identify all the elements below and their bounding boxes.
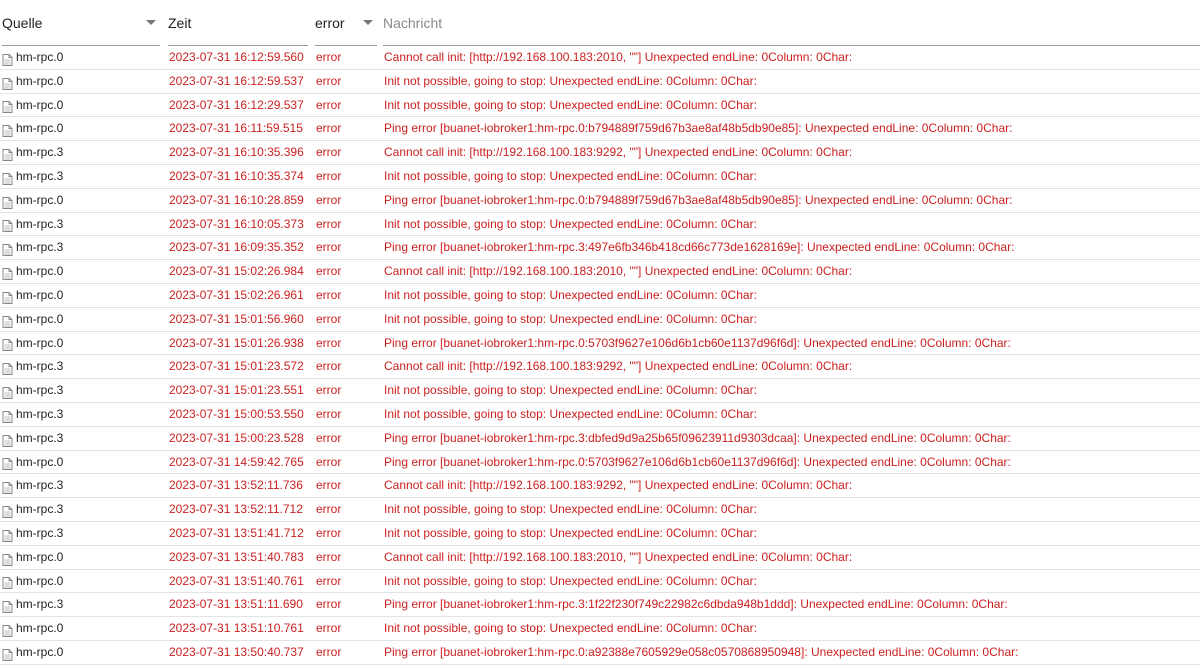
log-severity: error: [316, 73, 342, 88]
log-message: Cannot call init: [http://192.168.100.183:2010, ""] Unexpected endLine: 0Column: 0Char:: [384, 264, 853, 279]
log-table-body: [0, 46, 1200, 665]
log-severity: error: [316, 644, 342, 659]
log-row[interactable]: [0, 189, 1200, 213]
log-row[interactable]: [0, 117, 1200, 141]
log-time: 2023-07-31 13:51:10.761: [169, 621, 304, 636]
log-message: Init not possible, going to stop: Unexpected endLine: 0Column: 0Char:: [384, 97, 757, 112]
log-row[interactable]: [0, 570, 1200, 594]
log-time: 2023-07-31 16:10:35.374: [169, 168, 304, 183]
log-source-cell: [2, 308, 162, 331]
log-source: hm-rpc.0: [16, 621, 64, 636]
document-icon: [2, 265, 13, 277]
log-message: Ping error [buanet-iobroker1:hm-rpc.0:5703f9627e106d6b1cb60e1137d96f6d]: Unexpected endLine: 0Column: 0Char:: [384, 335, 1011, 350]
log-time: 2023-07-31 13:52:11.712: [169, 502, 303, 517]
log-source-cell: [2, 236, 162, 259]
log-source: hm-rpc.3: [16, 145, 64, 160]
log-severity: error: [316, 264, 342, 279]
log-time: 2023-07-31 15:01:56.960: [169, 311, 304, 326]
log-message: Ping error [buanet-iobroker1:hm-rpc.0:5703f9627e106d6b1cb60e1137d96f6d]: Unexpected endLine: 0Column: 0Char:: [384, 454, 1011, 469]
log-time: 2023-07-31 16:12:59.560: [169, 50, 304, 64]
document-icon: [2, 313, 13, 325]
log-row[interactable]: [0, 94, 1200, 118]
document-icon: [2, 98, 13, 110]
log-message: Ping error [buanet-iobroker1:hm-rpc.0:b794889f759d67b3ae8af48b5db90e85]: Unexpected endLine: 0Column: 0Char:: [384, 121, 1013, 136]
log-severity: error: [316, 168, 342, 183]
source-column-label: Quelle: [2, 14, 43, 31]
log-time: 2023-07-31 13:50:40.737: [169, 644, 304, 659]
document-icon: [2, 289, 13, 301]
log-message: Ping error [buanet-iobroker1:hm-rpc.3:dbfed9d9a25b65f09623911d9303dcaa]: Unexpected endLine: 0Column: 0Char:: [384, 430, 1011, 445]
log-source: hm-rpc.3: [16, 359, 64, 374]
log-source-cell: [2, 617, 162, 640]
document-icon: [2, 75, 13, 87]
log-severity: error: [316, 454, 342, 469]
document-icon: [2, 479, 13, 491]
document-icon: [2, 194, 13, 206]
log-row[interactable]: [0, 213, 1200, 237]
log-source: hm-rpc.3: [16, 478, 64, 493]
document-icon: [2, 527, 13, 539]
log-message: Ping error [buanet-iobroker1:hm-rpc.0:a92388e7605929e058c0570868950948]: Unexpected endLine: 0Column: 0Char:: [384, 644, 1019, 659]
log-time: 2023-07-31 16:10:28.859: [169, 192, 304, 207]
log-time: 2023-07-31 14:59:42.765: [169, 454, 304, 469]
log-message: Cannot call init: [http://192.168.100.183:9292, ""] Unexpected endLine: 0Column: 0Char:: [384, 359, 853, 374]
log-row[interactable]: [0, 141, 1200, 165]
log-source-cell: [2, 379, 162, 402]
document-icon: [2, 170, 13, 182]
log-row[interactable]: [0, 379, 1200, 403]
log-time: 2023-07-31 15:01:23.551: [169, 383, 304, 398]
log-source-cell: [2, 70, 162, 93]
log-time: 2023-07-31 13:51:40.761: [169, 573, 304, 588]
log-source: hm-rpc.0: [16, 121, 64, 136]
log-time: 2023-07-31 16:12:29.537: [169, 97, 304, 112]
log-message: Cannot call init: [http://192.168.100.183:9292, ""] Unexpected endLine: 0Column: 0Char:: [384, 145, 853, 160]
log-severity: error: [316, 50, 342, 64]
log-severity: error: [316, 97, 342, 112]
log-time: 2023-07-31 13:52:11.736: [169, 478, 303, 493]
log-source-cell: [2, 498, 162, 521]
document-icon: [2, 432, 13, 444]
log-table-header: [0, 0, 1200, 45]
log-message: Init not possible, going to stop: Unexpected endLine: 0Column: 0Char:: [384, 383, 757, 398]
log-time: 2023-07-31 16:11:59.515: [169, 121, 303, 136]
log-source-cell: [2, 593, 162, 616]
log-source-cell: [2, 284, 162, 307]
log-severity: error: [316, 478, 342, 493]
time-column-label: Zeit: [168, 14, 192, 31]
log-source: hm-rpc.3: [16, 502, 64, 517]
log-row[interactable]: [0, 522, 1200, 546]
log-row[interactable]: [0, 593, 1200, 617]
log-row[interactable]: [0, 641, 1200, 665]
log-source: hm-rpc.3: [16, 383, 64, 398]
source-filter-select[interactable]: [2, 0, 160, 46]
log-source-cell: [2, 641, 162, 664]
log-severity: error: [316, 525, 342, 540]
document-icon: [2, 146, 13, 158]
log-row[interactable]: [0, 165, 1200, 189]
log-time: 2023-07-31 16:09:35.352: [169, 240, 304, 255]
log-message: Init not possible, going to stop: Unexpected endLine: 0Column: 0Char:: [384, 287, 757, 302]
log-row[interactable]: [0, 403, 1200, 427]
log-message: Init not possible, going to stop: Unexpected endLine: 0Column: 0Char:: [384, 73, 757, 88]
log-row[interactable]: [0, 308, 1200, 332]
log-source-cell: [2, 46, 162, 69]
log-source: hm-rpc.3: [16, 430, 64, 445]
log-row[interactable]: [0, 284, 1200, 308]
log-time: 2023-07-31 15:01:26.938: [169, 335, 304, 350]
log-time: 2023-07-31 16:10:05.373: [169, 216, 304, 231]
log-severity: error: [316, 121, 342, 136]
log-row[interactable]: [0, 617, 1200, 641]
log-time: 2023-07-31 16:10:35.396: [169, 145, 304, 160]
log-severity: error: [316, 311, 342, 326]
log-row[interactable]: [0, 451, 1200, 475]
log-source: hm-rpc.0: [16, 192, 64, 207]
severity-dropdown-chevron-icon[interactable]: [363, 20, 373, 25]
message-filter-placeholder: Nachricht: [383, 14, 443, 31]
log-source: hm-rpc.0: [16, 97, 64, 112]
document-icon: [2, 551, 13, 563]
document-icon: [2, 622, 13, 634]
log-source: hm-rpc.0: [16, 287, 64, 302]
source-dropdown-chevron-icon[interactable]: [146, 20, 156, 25]
log-source-cell: [2, 94, 162, 117]
log-severity: error: [316, 192, 342, 207]
log-source-cell: [2, 141, 162, 164]
log-time: 2023-07-31 15:00:23.528: [169, 430, 304, 445]
document-icon: [2, 122, 13, 134]
document-icon: [2, 51, 13, 63]
document-icon: [2, 217, 13, 229]
log-source-cell: [2, 427, 162, 450]
log-source-cell: [2, 260, 162, 283]
log-source: hm-rpc.3: [16, 597, 64, 612]
document-icon: [2, 574, 13, 586]
log-source: hm-rpc.0: [16, 573, 64, 588]
log-message: Ping error [buanet-iobroker1:hm-rpc.0:b794889f759d67b3ae8af48b5db90e85]: Unexpected endLine: 0Column: 0Char:: [384, 192, 1013, 207]
log-source-cell: [2, 355, 162, 378]
log-message: Init not possible, going to stop: Unexpected endLine: 0Column: 0Char:: [384, 573, 757, 588]
log-message: Ping error [buanet-iobroker1:hm-rpc.3:1f22f230f749c22982c6dbda948b1ddd]: Unexpected endLine: 0Column: 0Char:: [384, 597, 1008, 612]
log-source: hm-rpc.0: [16, 549, 64, 564]
log-severity: error: [316, 573, 342, 588]
log-message: Cannot call init: [http://192.168.100.183:2010, ""] Unexpected endLine: 0Column: 0Char:: [384, 549, 853, 564]
log-time: 2023-07-31 13:51:11.690: [169, 597, 303, 612]
log-source: hm-rpc.0: [16, 311, 64, 326]
log-source: hm-rpc.0: [16, 644, 64, 659]
document-icon: [2, 336, 13, 348]
severity-filter-select[interactable]: [315, 0, 377, 46]
log-severity: error: [316, 287, 342, 302]
log-time: 2023-07-31 15:01:23.572: [169, 359, 304, 374]
document-icon: [2, 598, 13, 610]
log-message: Init not possible, going to stop: Unexpected endLine: 0Column: 0Char:: [384, 168, 757, 183]
log-source: hm-rpc.3: [16, 525, 64, 540]
log-severity: error: [316, 359, 342, 374]
log-message: Init not possible, going to stop: Unexpected endLine: 0Column: 0Char:: [384, 525, 757, 540]
log-row[interactable]: [0, 546, 1200, 570]
log-source-cell: [2, 213, 162, 236]
log-severity: error: [316, 430, 342, 445]
log-row[interactable]: [0, 260, 1200, 284]
log-source: hm-rpc.3: [16, 406, 64, 421]
log-time: 2023-07-31 13:51:40.783: [169, 549, 304, 564]
log-row[interactable]: [0, 46, 1200, 70]
log-source-cell: [2, 474, 162, 497]
log-row[interactable]: [0, 355, 1200, 379]
log-time: 2023-07-31 15:02:26.984: [169, 264, 304, 279]
log-time: 2023-07-31 15:02:26.961: [169, 287, 304, 302]
log-source-cell: [2, 189, 162, 212]
log-source-cell: [2, 451, 162, 474]
log-source-cell: [2, 403, 162, 426]
log-source: hm-rpc.3: [16, 240, 64, 255]
log-time: 2023-07-31 15:00:53.550: [169, 406, 304, 421]
log-severity: error: [316, 240, 342, 255]
log-source-cell: [2, 570, 162, 593]
log-row[interactable]: [0, 332, 1200, 356]
log-message: Init not possible, going to stop: Unexpected endLine: 0Column: 0Char:: [384, 621, 757, 636]
log-time: 2023-07-31 13:51:41.712: [169, 525, 304, 540]
log-source-cell: [2, 332, 162, 355]
log-row[interactable]: [0, 474, 1200, 498]
log-severity: error: [316, 383, 342, 398]
log-source: hm-rpc.0: [16, 335, 64, 350]
log-source: hm-rpc.0: [16, 50, 64, 64]
document-icon: [2, 384, 13, 396]
log-message: Cannot call init: [http://192.168.100.183:2010, ""] Unexpected endLine: 0Column: 0Char:: [384, 50, 853, 64]
log-row[interactable]: [0, 70, 1200, 94]
log-source: hm-rpc.0: [16, 73, 64, 88]
log-source-cell: [2, 165, 162, 188]
document-icon: [2, 241, 13, 253]
log-severity: error: [316, 597, 342, 612]
log-source-cell: [2, 522, 162, 545]
log-message: Cannot call init: [http://192.168.100.183:9292, ""] Unexpected endLine: 0Column: 0Char:: [384, 478, 853, 493]
log-source: hm-rpc.0: [16, 454, 64, 469]
log-message: Init not possible, going to stop: Unexpected endLine: 0Column: 0Char:: [384, 502, 757, 517]
log-severity: error: [316, 406, 342, 421]
log-message: Init not possible, going to stop: Unexpected endLine: 0Column: 0Char:: [384, 216, 757, 231]
severity-filter-value: error: [315, 14, 345, 31]
log-severity: error: [316, 335, 342, 350]
log-source-cell: [2, 117, 162, 140]
document-icon: [2, 360, 13, 372]
log-severity: error: [316, 145, 342, 160]
message-filter-input[interactable]: [383, 0, 1200, 46]
log-source: hm-rpc.3: [16, 216, 64, 231]
time-column-header[interactable]: [168, 0, 308, 46]
log-row[interactable]: [0, 236, 1200, 260]
log-severity: error: [316, 216, 342, 231]
log-time: 2023-07-31 16:12:59.537: [169, 73, 304, 88]
log-source-cell: [2, 546, 162, 569]
document-icon: [2, 408, 13, 420]
log-severity: error: [316, 549, 342, 564]
log-message: Ping error [buanet-iobroker1:hm-rpc.3:497e6fb346b418cd66c773de1628169e]: Unexpected endLine: 0Column: 0Char:: [384, 240, 1015, 255]
document-icon: [2, 455, 13, 467]
log-row[interactable]: [0, 427, 1200, 451]
log-message: Init not possible, going to stop: Unexpected endLine: 0Column: 0Char:: [384, 311, 757, 326]
document-icon: [2, 503, 13, 515]
log-severity: error: [316, 621, 342, 636]
log-message: Init not possible, going to stop: Unexpected endLine: 0Column: 0Char:: [384, 406, 757, 421]
log-source: hm-rpc.3: [16, 168, 64, 183]
log-source: hm-rpc.0: [16, 264, 64, 279]
document-icon: [2, 646, 13, 658]
log-row[interactable]: [0, 498, 1200, 522]
log-severity: error: [316, 502, 342, 517]
